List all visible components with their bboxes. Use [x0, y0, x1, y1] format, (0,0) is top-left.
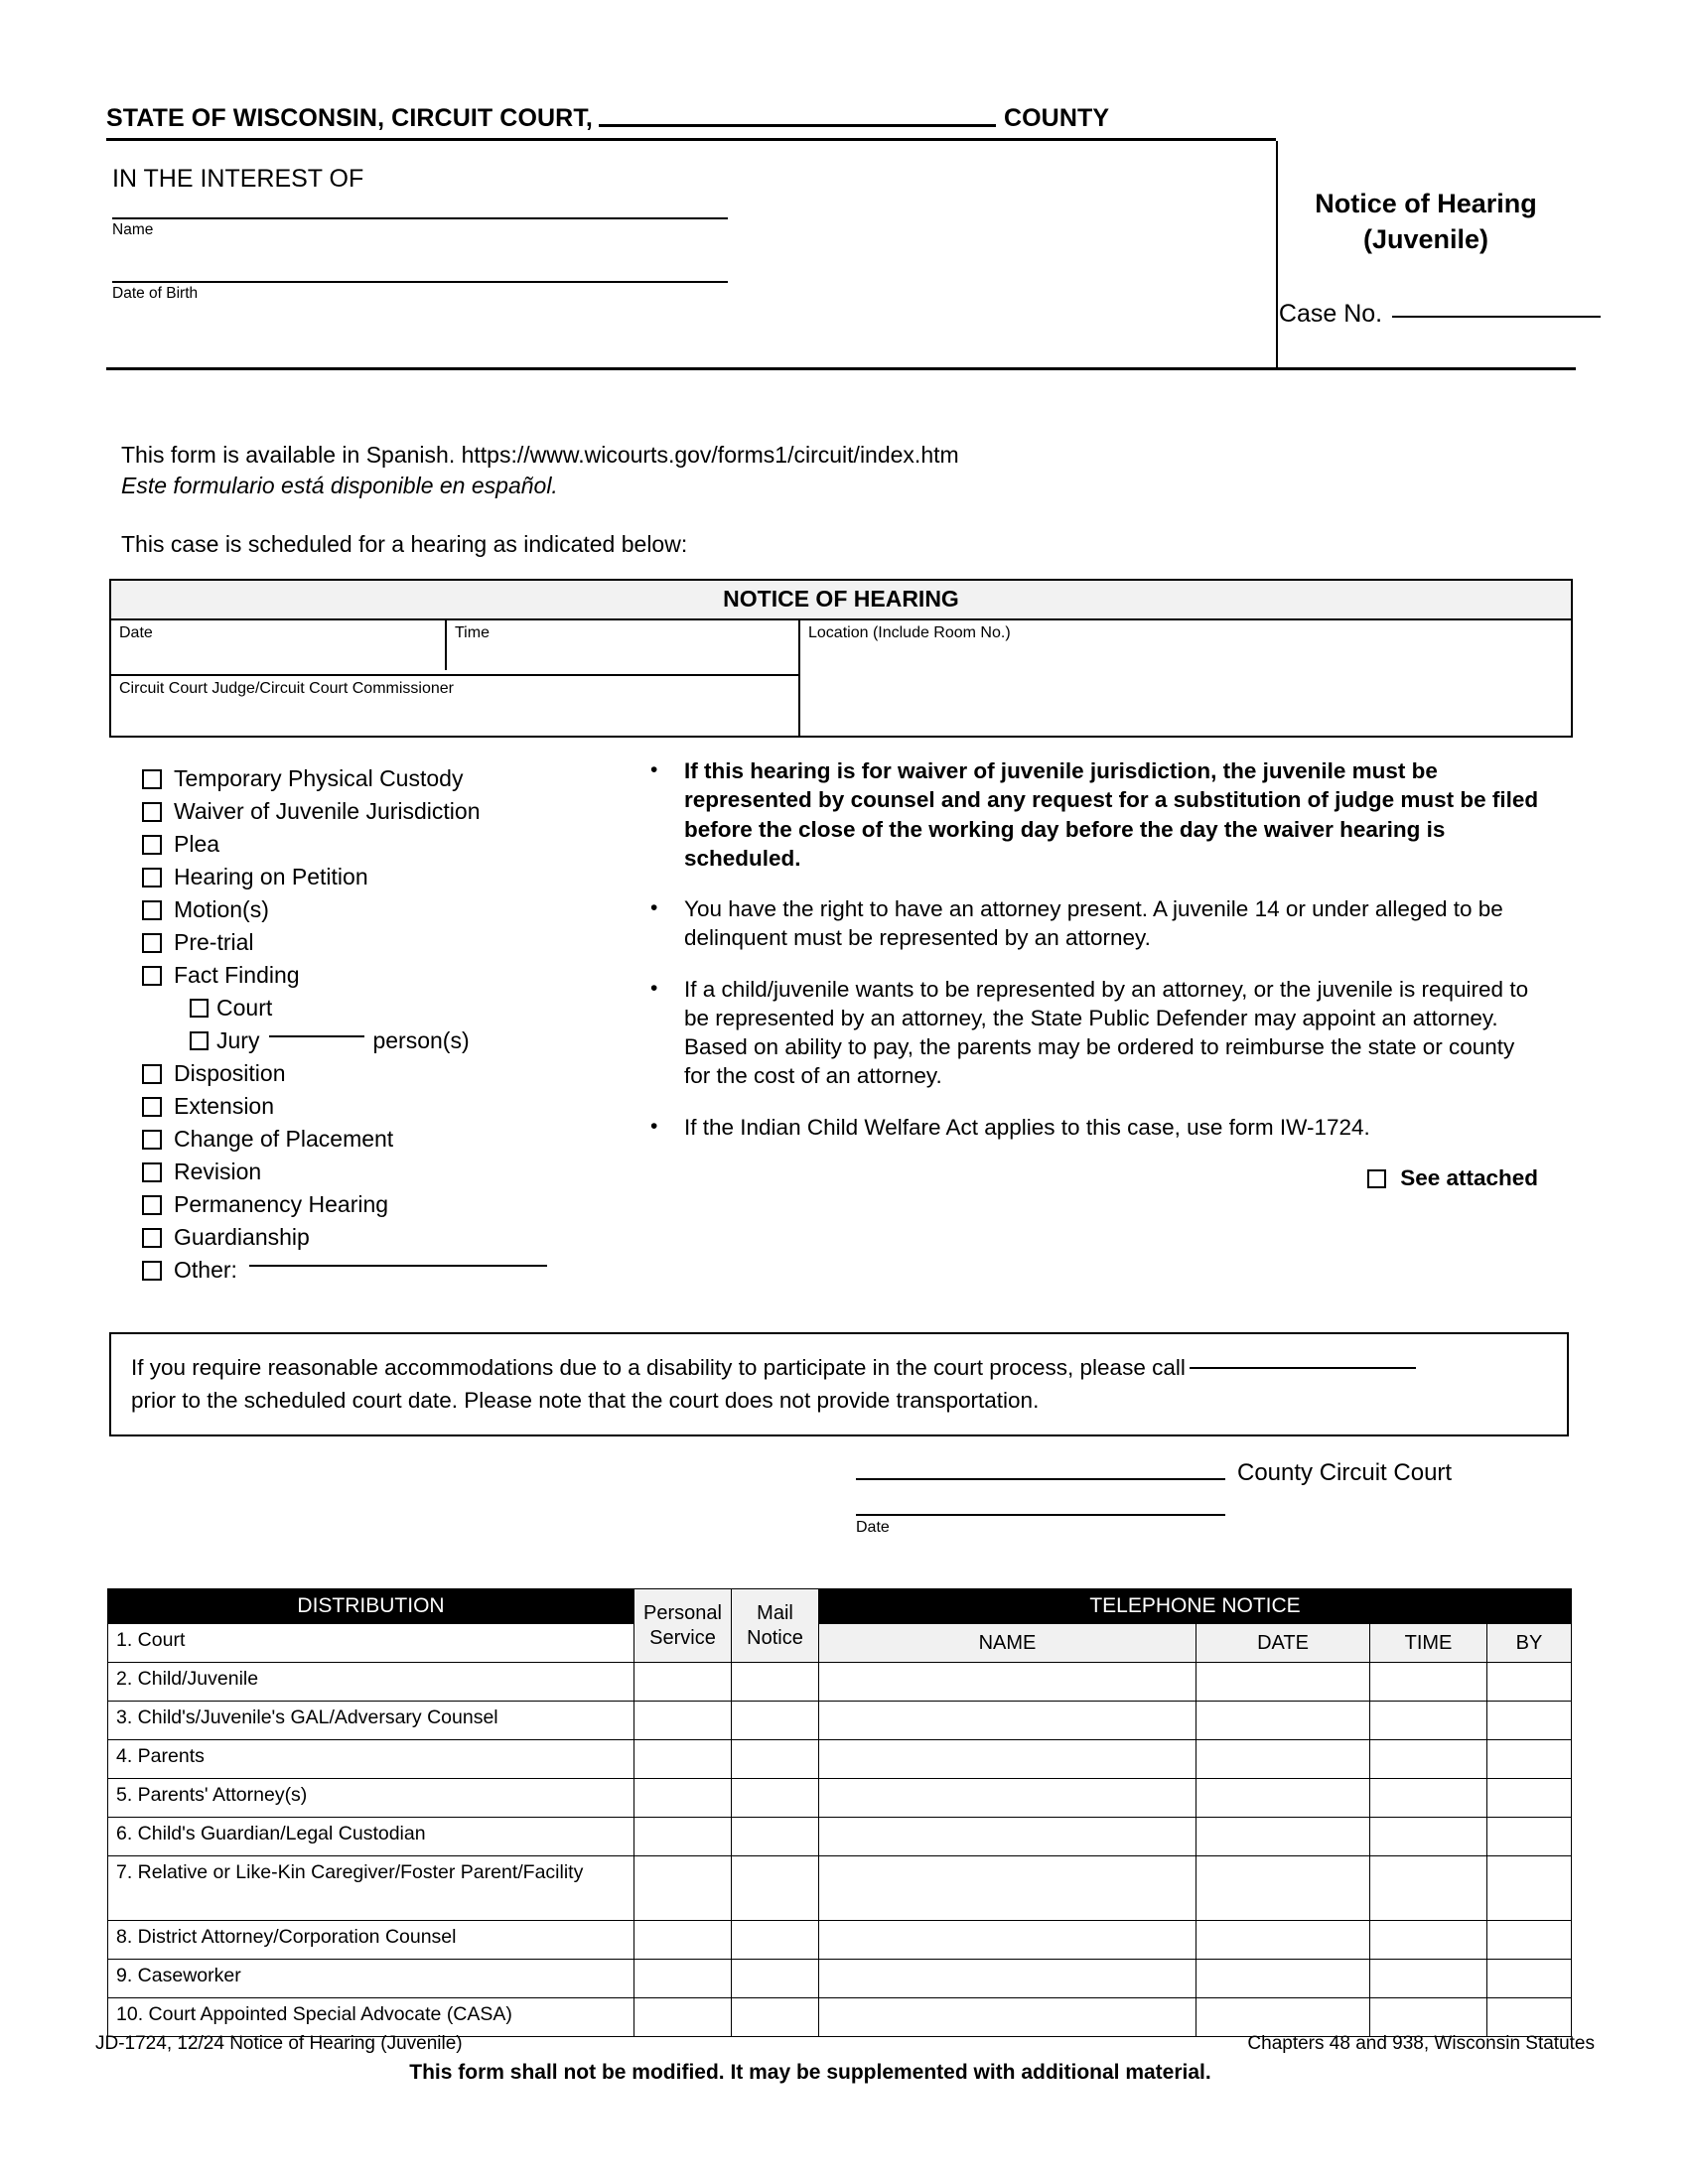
other-text-rule[interactable] — [249, 1264, 547, 1267]
telephone-date-cell[interactable] — [1196, 1960, 1370, 1998]
checkbox-item-guardianship[interactable] — [142, 1221, 547, 1254]
distribution-table — [107, 1588, 1572, 2037]
telephone-name-cell[interactable] — [819, 1663, 1196, 1702]
checkbox-icon[interactable] — [1367, 1169, 1386, 1188]
caption-block — [106, 104, 1576, 370]
checkbox-label: Guardianship — [174, 1224, 310, 1250]
bullet-dot-icon: • — [650, 1114, 658, 1138]
table-row[interactable] — [108, 1960, 1572, 1998]
table-row[interactable] — [108, 1856, 1572, 1921]
checkbox-icon[interactable] — [142, 1228, 162, 1248]
personal-service-line2: Service — [649, 1626, 716, 1649]
checkbox-item-fact-finding[interactable] — [142, 959, 547, 992]
by-column-header: BY — [1487, 1624, 1572, 1663]
county-label: COUNTY — [1003, 104, 1110, 132]
table-row-label: 8. District Attorney/Corporation Counsel — [108, 1921, 634, 1960]
telephone-name-cell[interactable] — [819, 1960, 1196, 1998]
mail-notice-cell[interactable] — [732, 1921, 819, 1960]
checkbox-icon[interactable] — [142, 966, 162, 986]
name-field-rule[interactable] — [112, 216, 728, 219]
telephone-date-cell[interactable] — [1196, 1998, 1370, 2037]
checkbox-label: Hearing on Petition — [174, 864, 368, 889]
hearing-time-cell[interactable] — [447, 620, 798, 674]
telephone-by-cell[interactable] — [1487, 1960, 1572, 1998]
table-row-label: 9. Caseworker — [108, 1960, 634, 1998]
bullet-text: If this hearing is for waiver of juvenile jurisdiction, the juvenile must be represented by counsel and any request for a substitution of judge must be filed before the close of the working day before the day the waiver hearing is scheduled. — [684, 758, 1539, 871]
telephone-name-cell[interactable] — [819, 1998, 1196, 2037]
checkbox-label: Court — [216, 995, 273, 1021]
see-attached-label: See attached — [1400, 1164, 1538, 1190]
hearing-type-checklist — [142, 762, 547, 1287]
telephone-name-cell[interactable] — [819, 1779, 1196, 1818]
judge-commissioner-cell[interactable] — [111, 676, 798, 736]
hearing-location-cell[interactable] — [800, 620, 1571, 734]
checkbox-item-court[interactable] — [142, 992, 547, 1024]
checkbox-icon[interactable] — [142, 933, 162, 953]
mail-notice-cell[interactable] — [732, 1856, 819, 1921]
state-court-label: STATE OF WISCONSIN, CIRCUIT COURT, — [106, 104, 593, 132]
checkbox-item-other[interactable] — [142, 1254, 547, 1287]
telephone-date-cell[interactable] — [1196, 1663, 1370, 1702]
caption-bottom-divider — [106, 367, 1576, 370]
spanish-forms-link[interactable]: https://www.wicourts.gov/forms1/circuit/index.htm — [461, 442, 959, 468]
telephone-by-cell[interactable] — [1487, 1856, 1572, 1921]
rights-notice-bullets — [650, 756, 1544, 1192]
personal-service-cell[interactable] — [634, 1921, 732, 1960]
bullet-waiver-jurisdiction — [650, 756, 1544, 873]
name-field[interactable] — [112, 216, 728, 239]
checkbox-item-waiver-of-juvenile-jurisdiction[interactable] — [142, 795, 547, 828]
personal-service-cell[interactable] — [634, 1779, 732, 1818]
checkbox-icon[interactable] — [142, 1130, 162, 1150]
checkbox-item-pre-trial[interactable] — [142, 926, 547, 959]
in-the-interest-of-label: IN THE INTEREST OF — [112, 165, 364, 193]
checkbox-label: Revision — [174, 1159, 262, 1184]
checkbox-label: Permanency Hearing — [174, 1191, 389, 1217]
case-number-rule[interactable] — [1392, 315, 1601, 318]
checkbox-icon[interactable] — [190, 1031, 209, 1050]
footer-form-id: JD-1724, 12/24 Notice of Hearing (Juvenile) — [95, 2033, 463, 2054]
personal-service-line1: Personal — [643, 1601, 722, 1624]
telephone-time-cell[interactable] — [1370, 1663, 1487, 1702]
checkbox-label: Waiver of Juvenile Jurisdiction — [174, 798, 481, 824]
time-column-header: TIME — [1370, 1624, 1487, 1663]
telephone-date-cell[interactable] — [1196, 1856, 1370, 1921]
checkbox-icon[interactable] — [142, 802, 162, 822]
accommodation-line2: prior to the scheduled court date. Please note that the court does not provide transportation. — [131, 1387, 1040, 1413]
spanish-line — [121, 440, 959, 471]
checkbox-label: Plea — [174, 831, 220, 857]
telephone-time-cell[interactable] — [1370, 1779, 1487, 1818]
jury-person-count-rule[interactable] — [269, 1034, 364, 1037]
date-time-row — [111, 620, 798, 676]
dob-field[interactable] — [112, 280, 728, 303]
telephone-time-cell[interactable] — [1370, 1740, 1487, 1779]
notice-of-hearing-title: NOTICE OF HEARING — [111, 581, 1571, 620]
bullet-dot-icon: • — [650, 896, 658, 919]
county-blank-rule[interactable] — [599, 123, 996, 127]
checkbox-icon[interactable] — [142, 1195, 162, 1215]
mail-notice-cell[interactable] — [732, 1740, 819, 1779]
checkbox-item-temporary-physical-custody[interactable] — [142, 762, 547, 795]
distribution-header: DISTRIBUTION — [108, 1589, 634, 1624]
telephone-time-cell[interactable] — [1370, 1921, 1487, 1960]
table-row[interactable] — [108, 1702, 1572, 1740]
form-title-line1: Notice of Hearing — [1315, 189, 1537, 218]
checkbox-label: Motion(s) — [174, 896, 269, 922]
telephone-by-cell[interactable] — [1487, 1702, 1572, 1740]
distribution-header-row-2 — [108, 1624, 1572, 1663]
name-field-label: Name — [112, 221, 154, 238]
personal-service-cell[interactable] — [634, 1856, 732, 1921]
footer-statutes: Chapters 48 and 938, Wisconsin Statutes — [1247, 2033, 1595, 2054]
telephone-name-cell[interactable] — [819, 1856, 1196, 1921]
table-row[interactable] — [108, 1818, 1572, 1856]
date-column-header: DATE — [1196, 1624, 1370, 1663]
notice-left-column — [111, 620, 800, 736]
signature-date-rule[interactable] — [856, 1513, 1225, 1516]
table-row-label: 6. Child's Guardian/Legal Custodian — [108, 1818, 634, 1856]
telephone-by-cell[interactable] — [1487, 1818, 1572, 1856]
case-number-field[interactable] — [1276, 300, 1604, 329]
footer-row — [95, 2033, 1595, 2055]
telephone-date-cell[interactable] — [1196, 1740, 1370, 1779]
mail-notice-header — [732, 1589, 819, 1663]
checkbox-label: Jury — [216, 1027, 260, 1053]
checkbox-item-hearing-on-petition[interactable] — [142, 861, 547, 893]
telephone-notice-header: TELEPHONE NOTICE — [819, 1589, 1572, 1624]
distribution-header-row-1 — [108, 1589, 1572, 1624]
form-title-line2: (Juvenile) — [1362, 223, 1489, 254]
name-column-header: NAME — [819, 1624, 1196, 1663]
table-row-label: 4. Parents — [108, 1740, 634, 1779]
dob-field-rule[interactable] — [112, 280, 728, 283]
bullet-text: You have the right to have an attorney present. A juvenile 14 or under alleged to be delinquent must be represented by an attorney. — [684, 896, 1503, 951]
notice-of-hearing-grid — [111, 620, 1571, 736]
state-court-line — [106, 104, 1576, 135]
table-row-label: 7. Relative or Like-Kin Caregiver/Foster Parent/Facility — [108, 1856, 634, 1921]
mail-notice-cell[interactable] — [732, 1960, 819, 1998]
jury-person-suffix: person(s) — [372, 1027, 470, 1053]
bullet-text: If a child/juvenile wants to be represented by an attorney, or the juvenile is required to be represented by an attorney, the State Public Defender may appoint an attorney. Based on ability to pay, the parents may be ordered to reimburse the state or county for the cost of an attorney. — [684, 976, 1529, 1089]
checkbox-icon[interactable] — [142, 868, 162, 887]
personal-service-cell[interactable] — [634, 1818, 732, 1856]
mail-notice-cell[interactable] — [732, 1779, 819, 1818]
checkbox-item-plea[interactable] — [142, 828, 547, 861]
checkbox-label: Pre-trial — [174, 929, 254, 955]
checkbox-item-permanency-hearing[interactable] — [142, 1188, 547, 1221]
checkbox-icon[interactable] — [142, 769, 162, 789]
mail-notice-cell[interactable] — [732, 1702, 819, 1740]
page-footer — [95, 2033, 1595, 2085]
mail-notice-line2: Notice — [747, 1626, 803, 1649]
personal-service-cell[interactable] — [634, 1740, 732, 1779]
notice-right-column — [800, 620, 1571, 736]
notice-of-hearing-table — [109, 579, 1573, 738]
mail-notice-cell[interactable] — [732, 1818, 819, 1856]
bullet-dot-icon: • — [650, 976, 658, 1000]
caption-body — [106, 141, 1576, 367]
telephone-time-cell[interactable] — [1370, 1998, 1487, 2037]
spanish-availability-note — [121, 440, 959, 500]
telephone-by-cell[interactable] — [1487, 1921, 1572, 1960]
table-row-label: 1. Court — [108, 1624, 634, 1663]
telephone-time-cell[interactable] — [1370, 1702, 1487, 1740]
judge-commissioner-label: Circuit Court Judge/Circuit Court Commissioner — [119, 680, 454, 697]
telephone-time-cell[interactable] — [1370, 1856, 1487, 1921]
checkbox-label: Other: — [174, 1257, 237, 1283]
checkbox-label: Temporary Physical Custody — [174, 765, 464, 791]
table-row-label: 5. Parents' Attorney(s) — [108, 1779, 634, 1818]
personal-service-cell[interactable] — [634, 1998, 732, 2037]
accommodation-notice-box — [109, 1332, 1569, 1436]
hearing-time-label: Time — [455, 624, 490, 641]
table-row[interactable] — [108, 1921, 1572, 1960]
checkbox-label: Extension — [174, 1093, 275, 1119]
checkbox-icon[interactable] — [142, 1162, 162, 1182]
checkbox-label: Fact Finding — [174, 962, 300, 988]
checkbox-item-revision[interactable] — [142, 1156, 547, 1188]
county-circuit-court-row — [856, 1459, 1501, 1487]
spanish-prefix: This form is available in Spanish. — [121, 442, 456, 468]
telephone-date-cell[interactable] — [1196, 1702, 1370, 1740]
bullet-right-to-attorney — [650, 894, 1544, 953]
telephone-date-cell[interactable] — [1196, 1779, 1370, 1818]
telephone-time-cell[interactable] — [1370, 1960, 1487, 1998]
telephone-by-cell[interactable] — [1487, 1663, 1572, 1702]
hearing-date-label: Date — [119, 624, 153, 641]
table-row-label: 10. Court Appointed Special Advocate (CASA) — [108, 1998, 634, 2037]
county-circuit-court-rule[interactable] — [856, 1477, 1225, 1480]
bullet-public-defender — [650, 975, 1544, 1091]
telephone-name-cell[interactable] — [819, 1818, 1196, 1856]
checkbox-icon[interactable] — [142, 835, 162, 855]
checkbox-icon[interactable] — [190, 999, 209, 1018]
checkbox-icon[interactable] — [142, 900, 162, 920]
table-row[interactable] — [108, 1998, 1572, 2037]
county-circuit-court-label: County Circuit Court — [1237, 1459, 1453, 1486]
checkbox-icon[interactable] — [142, 1064, 162, 1084]
table-row[interactable] — [108, 1663, 1572, 1702]
signature-block — [856, 1459, 1501, 1537]
telephone-by-cell[interactable] — [1487, 1740, 1572, 1779]
bullet-dot-icon: • — [650, 758, 658, 781]
telephone-name-cell[interactable] — [819, 1740, 1196, 1779]
table-row-label: 3. Child's/Juvenile's GAL/Adversary Counsel — [108, 1702, 634, 1740]
form-title — [1276, 187, 1576, 257]
personal-service-cell[interactable] — [634, 1663, 732, 1702]
telephone-name-cell[interactable] — [819, 1702, 1196, 1740]
scheduled-notice-line: This case is scheduled for a hearing as indicated below: — [121, 531, 688, 557]
hearing-date-cell[interactable] — [111, 620, 447, 670]
mail-notice-line1: Mail — [757, 1601, 793, 1624]
checkbox-label: Change of Placement — [174, 1126, 394, 1152]
signature-date-label: Date — [856, 1519, 890, 1536]
checkbox-icon[interactable] — [142, 1261, 162, 1281]
telephone-name-cell[interactable] — [819, 1921, 1196, 1960]
personal-service-cell[interactable] — [634, 1960, 732, 1998]
mail-notice-cell[interactable] — [732, 1663, 819, 1702]
hearing-location-label: Location (Include Room No.) — [808, 624, 1011, 641]
table-row-label: 2. Child/Juvenile — [108, 1663, 634, 1702]
case-number-label: Case No. — [1278, 300, 1383, 328]
see-attached-checkbox-row[interactable] — [650, 1163, 1544, 1192]
dob-field-label: Date of Birth — [112, 285, 199, 302]
checkbox-icon[interactable] — [142, 1097, 162, 1117]
personal-service-cell[interactable] — [634, 1702, 732, 1740]
checkbox-item-jury[interactable] — [142, 1024, 547, 1057]
bullet-indian-child-welfare-act — [650, 1113, 1544, 1142]
checkbox-label: Disposition — [174, 1060, 286, 1086]
telephone-by-cell[interactable] — [1487, 1779, 1572, 1818]
accommodation-line1: If you require reasonable accommodations due to a disability to participate in the court process, please call — [131, 1355, 1186, 1380]
bullet-text: If the Indian Child Welfare Act applies to this case, use form IW-1724. — [684, 1114, 1370, 1140]
telephone-date-cell[interactable] — [1196, 1921, 1370, 1960]
accommodation-phone-rule[interactable] — [1190, 1366, 1416, 1369]
table-row[interactable] — [108, 1779, 1572, 1818]
spanish-italic-line: Este formulario está disponible en español. — [121, 472, 558, 498]
personal-service-header — [634, 1589, 732, 1663]
checkbox-item-motions[interactable] — [142, 893, 547, 926]
telephone-by-cell[interactable] — [1487, 1998, 1572, 2037]
footer-modification-note: This form shall not be modified. It may be supplemented with additional material. — [409, 2061, 1211, 2084]
telephone-date-cell[interactable] — [1196, 1818, 1370, 1856]
table-row[interactable] — [108, 1740, 1572, 1779]
checkbox-item-extension[interactable] — [142, 1090, 547, 1123]
checkbox-item-change-of-placement[interactable] — [142, 1123, 547, 1156]
checkbox-item-disposition[interactable] — [142, 1057, 547, 1090]
mail-notice-cell[interactable] — [732, 1998, 819, 2037]
telephone-time-cell[interactable] — [1370, 1818, 1487, 1856]
